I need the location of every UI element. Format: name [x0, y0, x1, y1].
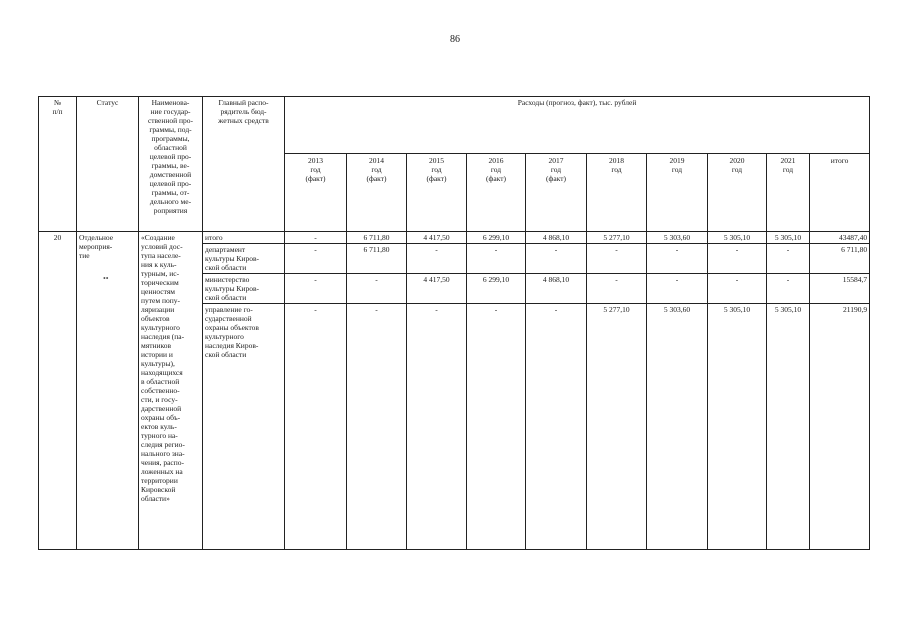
year-header: 2017 год (факт): [526, 154, 587, 232]
header-name: Наименова- ние государ- ственной про- граммы, под- программы, областной целевой про- граммы, ве- домственной целевой про- граммы, от- дельного ме- роприятия: [139, 97, 203, 232]
value-cell: 5 277,10: [587, 304, 647, 550]
handwritten-mark: ••: [103, 274, 109, 283]
value-cell: -: [708, 244, 767, 274]
year-header: итого: [810, 154, 870, 232]
value-cell: -: [285, 274, 347, 304]
distributor-cell: министерство культуры Киров- ской области: [203, 274, 285, 304]
value-cell: -: [647, 244, 708, 274]
value-cell: -: [587, 274, 647, 304]
value-cell: 4 868,10: [526, 232, 587, 244]
year-header: 2018 год: [587, 154, 647, 232]
distributor-cell: департамент культуры Киров- ской области: [203, 244, 285, 274]
value-cell: -: [526, 304, 587, 550]
value-cell: 6 711,80: [347, 244, 407, 274]
year-header: 2015 год (факт): [407, 154, 467, 232]
value-cell: -: [647, 274, 708, 304]
year-header: 2019 год: [647, 154, 708, 232]
value-cell: -: [347, 304, 407, 550]
value-cell: -: [467, 304, 526, 550]
year-header: 2014 год (факт): [347, 154, 407, 232]
value-cell: -: [347, 274, 407, 304]
value-cell: 4 417,50: [407, 232, 467, 244]
year-header: 2016 год (факт): [467, 154, 526, 232]
page-number: 86: [450, 34, 460, 45]
value-cell: -: [467, 244, 526, 274]
value-cell: 4 868,10: [526, 274, 587, 304]
value-cell: 15584,7: [810, 274, 870, 304]
header-status: Статус: [77, 97, 139, 232]
row-number: 20: [39, 232, 77, 550]
value-cell: 5 305,10: [767, 304, 810, 550]
value-cell: -: [708, 274, 767, 304]
value-cell: -: [285, 232, 347, 244]
year-header: 2020 год: [708, 154, 767, 232]
value-cell: 43487,40: [810, 232, 870, 244]
value-cell: -: [285, 304, 347, 550]
header-distributor: Главный распо- рядитель бюд- жетных средств: [203, 97, 285, 232]
value-cell: -: [767, 274, 810, 304]
year-header: 2013 год (факт): [285, 154, 347, 232]
value-cell: 6 711,80: [347, 232, 407, 244]
value-cell: 6 299,10: [467, 274, 526, 304]
value-cell: 5 303,60: [647, 232, 708, 244]
header-expenses: Расходы (прогноз, факт), тыс. рублей: [285, 97, 870, 154]
value-cell: 4 417,50: [407, 274, 467, 304]
value-cell: 5 305,10: [708, 304, 767, 550]
value-cell: 5 305,10: [708, 232, 767, 244]
value-cell: -: [407, 244, 467, 274]
row-status: Отдельное мероприя- тие: [77, 232, 139, 550]
value-cell: -: [285, 244, 347, 274]
year-header: 2021 год: [767, 154, 810, 232]
distributor-cell: управление го- сударственной охраны объектов культурного наследия Киров- ской области: [203, 304, 285, 550]
expenses-table: [38, 96, 870, 550]
value-cell: -: [767, 244, 810, 274]
value-cell: 21190,9: [810, 304, 870, 550]
value-cell: 5 305,10: [767, 232, 810, 244]
value-cell: -: [526, 244, 587, 274]
header-num: № п/п: [39, 97, 77, 232]
value-cell: -: [587, 244, 647, 274]
distributor-cell: итого: [203, 232, 285, 244]
value-cell: 6 711,80: [810, 244, 870, 274]
value-cell: -: [407, 304, 467, 550]
value-cell: 5 277,10: [587, 232, 647, 244]
row-name: «Создание условий дос- тупа населе- ния к куль- турным, ис- торическим ценностям путем попу- ляризации объектов культурного наследия (па- мятников истории и культуры), находящихся в областной собственно- сти, и госу- дарственной охраны объ- ектов куль- турного на- следия регио- нального зна- чения, распо- ложенных на территории Кировской области»: [139, 232, 203, 550]
value-cell: 5 303,60: [647, 304, 708, 550]
value-cell: 6 299,10: [467, 232, 526, 244]
